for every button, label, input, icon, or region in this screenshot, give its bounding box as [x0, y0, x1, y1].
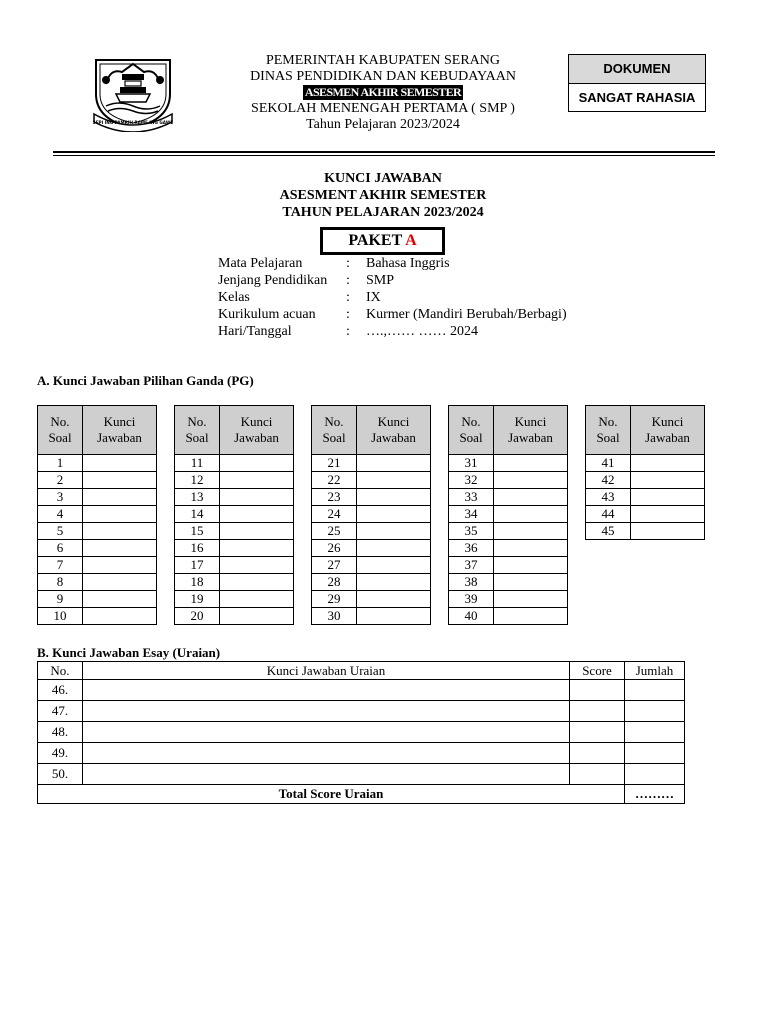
header-divider-thin	[53, 155, 715, 156]
essay-question-number: 47.	[38, 701, 83, 722]
pg-question-number: 12	[175, 472, 220, 489]
essay-jumlah-cell	[625, 680, 685, 701]
pg-question-number: 27	[312, 557, 357, 574]
pg-question-number: 37	[449, 557, 494, 574]
essay-jumlah-cell	[625, 743, 685, 764]
info-label: Mata Pelajaran	[218, 256, 303, 271]
pg-answer-cell	[220, 455, 294, 472]
pg-row	[38, 591, 157, 608]
pg-table-1	[37, 405, 157, 625]
pg-answer-cell	[220, 540, 294, 557]
pg-question-number: 3	[38, 489, 83, 506]
pg-answer-cell	[357, 523, 431, 540]
pg-col-no-text: Soal	[48, 430, 72, 445]
pg-header-row	[449, 406, 568, 455]
pg-row	[175, 591, 294, 608]
pg-col-no	[175, 406, 220, 455]
pg-question-number: 15	[175, 523, 220, 540]
pg-answer-cell	[83, 506, 157, 523]
pg-question-number: 10	[38, 608, 83, 625]
pg-question-number: 20	[175, 608, 220, 625]
pg-col-kunci	[631, 406, 705, 455]
pg-col-no-text: No.	[324, 414, 344, 429]
pg-answer-cell	[220, 472, 294, 489]
pg-answer-cell	[83, 455, 157, 472]
pg-row	[312, 591, 431, 608]
pg-header-row	[38, 406, 157, 455]
pg-row	[38, 489, 157, 506]
pg-answer-cell	[220, 591, 294, 608]
pg-row	[175, 506, 294, 523]
pg-col-no-text: Soal	[322, 430, 346, 445]
pg-answer-cell	[494, 574, 568, 591]
pg-question-number: 17	[175, 557, 220, 574]
info-sep: :	[346, 273, 350, 288]
info-label: Hari/Tanggal	[218, 324, 292, 339]
pg-row	[175, 574, 294, 591]
document-classification-box	[568, 54, 706, 112]
pg-col-kunci	[220, 406, 294, 455]
essay-total-row	[38, 785, 685, 804]
pg-question-number: 4	[38, 506, 83, 523]
pg-answer-cell	[357, 506, 431, 523]
pg-col-no-text: Soal	[596, 430, 620, 445]
pg-question-number: 41	[586, 455, 631, 472]
pg-col-no-text: Soal	[185, 430, 209, 445]
pg-row	[175, 540, 294, 557]
pg-answer-cell	[631, 455, 705, 472]
pg-answer-cell	[494, 523, 568, 540]
info-value: Kurmer (Mandiri Berubah/Berbagi)	[366, 307, 567, 322]
pg-answer-cell	[631, 489, 705, 506]
pg-question-number: 23	[312, 489, 357, 506]
pg-row	[312, 472, 431, 489]
pg-question-number: 19	[175, 591, 220, 608]
pg-row	[38, 557, 157, 574]
pg-answer-cell	[494, 591, 568, 608]
pg-col-kunci	[357, 406, 431, 455]
pg-row	[449, 506, 568, 523]
pg-row	[312, 557, 431, 574]
essay-answer-cell	[83, 764, 570, 785]
pg-answer-cell	[494, 608, 568, 625]
pg-question-number: 36	[449, 540, 494, 557]
essay-key-table	[37, 661, 685, 804]
pg-row	[449, 557, 568, 574]
pg-question-number: 7	[38, 557, 83, 574]
pg-header-row	[175, 406, 294, 455]
pg-row	[586, 506, 705, 523]
pg-row	[38, 455, 157, 472]
pg-row	[312, 540, 431, 557]
pg-question-number: 6	[38, 540, 83, 557]
pg-question-number: 31	[449, 455, 494, 472]
pg-row	[175, 489, 294, 506]
header-government: PEMERINTAH KABUPATEN SERANG	[265, 53, 501, 68]
section-b-title: B. Kunci Jawaban Esay (Uraian)	[37, 645, 221, 660]
pg-row	[38, 608, 157, 625]
essay-question-number: 49.	[38, 743, 83, 764]
pg-row	[312, 523, 431, 540]
pg-col-no-text: No.	[461, 414, 481, 429]
pg-col-kunci-text: Kunci	[651, 414, 684, 429]
pg-question-number: 33	[449, 489, 494, 506]
essay-score-cell	[570, 680, 625, 701]
pg-row	[38, 523, 157, 540]
pg-question-number: 11	[175, 455, 220, 472]
pg-table-3	[311, 405, 431, 625]
info-value: SMP	[366, 273, 395, 288]
pg-question-number: 39	[449, 591, 494, 608]
pg-col-no	[586, 406, 631, 455]
pg-row	[586, 489, 705, 506]
pg-answer-cell	[83, 591, 157, 608]
pg-col-no	[312, 406, 357, 455]
pg-answer-cell	[357, 591, 431, 608]
pg-question-number: 13	[175, 489, 220, 506]
pg-answer-cell	[357, 557, 431, 574]
title-year: TAHUN PELAJARAN 2023/2024	[282, 205, 484, 220]
pg-question-number: 44	[586, 506, 631, 523]
paket-label: PAKET	[348, 232, 402, 249]
pg-question-number: 2	[38, 472, 83, 489]
pg-answer-cell	[83, 574, 157, 591]
pg-answer-cell	[83, 523, 157, 540]
pg-row	[449, 455, 568, 472]
paket-code: A	[405, 232, 417, 249]
info-sep: :	[346, 256, 350, 271]
essay-row	[38, 722, 685, 743]
essay-col-no: No.	[38, 662, 83, 680]
pg-col-kunci-text: Jawaban	[97, 430, 142, 445]
pg-col-no	[38, 406, 83, 455]
essay-score-cell	[570, 701, 625, 722]
pg-col-kunci-text: Jawaban	[645, 430, 690, 445]
pg-col-kunci-text: Kunci	[514, 414, 547, 429]
pg-question-number: 9	[38, 591, 83, 608]
info-value: Bahasa Inggris	[366, 256, 450, 271]
pg-question-number: 40	[449, 608, 494, 625]
pg-row	[312, 455, 431, 472]
essay-row	[38, 764, 685, 785]
pg-row	[586, 455, 705, 472]
header-exam-label: ASESMEN AKHIR SEMESTER	[304, 85, 462, 99]
paket-box	[320, 227, 445, 255]
pg-question-number: 8	[38, 574, 83, 591]
pg-answer-cell	[631, 506, 705, 523]
essay-answer-cell	[83, 743, 570, 764]
info-value: ….,…… …… 2024	[366, 324, 478, 339]
essay-question-number: 50.	[38, 764, 83, 785]
pg-question-number: 16	[175, 540, 220, 557]
pg-row	[175, 455, 294, 472]
pg-row	[449, 574, 568, 591]
pg-answer-cell	[83, 472, 157, 489]
pg-row	[38, 506, 157, 523]
essay-score-cell	[570, 764, 625, 785]
info-sep: :	[346, 290, 350, 305]
pg-col-no	[449, 406, 494, 455]
pg-answer-cell	[357, 574, 431, 591]
pg-col-kunci	[494, 406, 568, 455]
pg-col-no-text: No.	[187, 414, 207, 429]
pg-col-no-text: No.	[598, 414, 618, 429]
pg-answer-cell	[220, 557, 294, 574]
pg-question-number: 18	[175, 574, 220, 591]
pg-answer-cell	[83, 557, 157, 574]
pg-row	[38, 574, 157, 591]
essay-row	[38, 701, 685, 722]
essay-jumlah-cell	[625, 722, 685, 743]
info-sep: :	[346, 307, 350, 322]
header-school: SEKOLAH MENENGAH PERTAMA ( SMP )	[251, 101, 515, 116]
pg-col-kunci-text: Kunci	[377, 414, 410, 429]
pg-answer-cell	[631, 523, 705, 540]
pg-answer-cell	[494, 506, 568, 523]
pg-table-5	[585, 405, 705, 540]
info-label: Kurikulum acuan	[218, 307, 316, 322]
header-year: Tahun Pelajaran 2023/2024	[306, 117, 460, 132]
pg-question-number: 24	[312, 506, 357, 523]
pg-row	[449, 523, 568, 540]
pg-answer-cell	[357, 489, 431, 506]
essay-col-jumlah: Jumlah	[625, 662, 685, 680]
pg-answer-cell	[357, 540, 431, 557]
pg-col-kunci-text: Jawaban	[371, 430, 416, 445]
title-answer-key: KUNCI JAWABAN	[324, 171, 442, 186]
pg-col-no-text: Soal	[459, 430, 483, 445]
pg-question-number: 45	[586, 523, 631, 540]
pg-answer-cell	[220, 574, 294, 591]
pg-answer-cell	[83, 608, 157, 625]
header-divider-thick	[53, 151, 715, 153]
pg-answer-cell	[220, 608, 294, 625]
info-label: Jenjang Pendidikan	[218, 273, 328, 288]
pg-answer-cell	[220, 489, 294, 506]
pg-question-number: 1	[38, 455, 83, 472]
pg-row	[586, 523, 705, 540]
pg-answer-cell	[357, 472, 431, 489]
pg-row	[38, 540, 157, 557]
info-value: IX	[366, 290, 381, 305]
pg-question-number: 28	[312, 574, 357, 591]
pg-row	[175, 557, 294, 574]
pg-question-number: 21	[312, 455, 357, 472]
pg-question-number: 32	[449, 472, 494, 489]
pg-col-kunci	[83, 406, 157, 455]
pg-answer-cell	[494, 540, 568, 557]
pg-question-number: 22	[312, 472, 357, 489]
pg-question-number: 34	[449, 506, 494, 523]
essay-body	[38, 680, 685, 785]
pg-row	[175, 608, 294, 625]
pg-answer-cell	[494, 489, 568, 506]
pg-question-number: 30	[312, 608, 357, 625]
pg-answer-cell	[494, 455, 568, 472]
pg-question-number: 5	[38, 523, 83, 540]
pg-row	[312, 506, 431, 523]
pg-header-row	[586, 406, 705, 455]
logo-motto: SEPI ING PAMRIH RAME ING GAWE	[92, 120, 174, 125]
essay-row	[38, 743, 685, 764]
essay-question-number: 46.	[38, 680, 83, 701]
total-score-label: Total Score Uraian	[38, 785, 625, 804]
info-label: Kelas	[218, 290, 250, 305]
essay-answer-cell	[83, 701, 570, 722]
pg-question-number: 25	[312, 523, 357, 540]
pg-col-kunci-text: Jawaban	[508, 430, 553, 445]
header-department: DINAS PENDIDIKAN DAN KEBUDAYAAN	[250, 69, 516, 84]
essay-jumlah-cell	[625, 764, 685, 785]
confidential-label: SANGAT RAHASIA	[578, 90, 696, 105]
pg-question-number: 43	[586, 489, 631, 506]
section-a-title: A. Kunci Jawaban Pilihan Ganda (PG)	[37, 373, 254, 388]
pg-question-number: 29	[312, 591, 357, 608]
pg-col-kunci-text: Kunci	[240, 414, 273, 429]
pg-row	[449, 472, 568, 489]
pg-row	[586, 472, 705, 489]
essay-header-row	[38, 662, 685, 680]
pg-row	[449, 608, 568, 625]
pg-answer-cell	[494, 557, 568, 574]
pg-row	[449, 489, 568, 506]
essay-answer-cell	[83, 722, 570, 743]
pg-question-number: 26	[312, 540, 357, 557]
pg-answer-cell	[631, 472, 705, 489]
pg-row	[175, 472, 294, 489]
essay-answer-cell	[83, 680, 570, 701]
info-sep: :	[346, 324, 350, 339]
pg-row	[312, 608, 431, 625]
pg-answer-cell	[83, 489, 157, 506]
pg-answer-cell	[357, 608, 431, 625]
essay-col-kunci: Kunci Jawaban Uraian	[83, 662, 570, 680]
pg-row	[38, 472, 157, 489]
pg-question-number: 35	[449, 523, 494, 540]
essay-row	[38, 680, 685, 701]
total-score-value: ………	[625, 785, 685, 804]
pg-answer-cell	[83, 540, 157, 557]
pg-row	[449, 591, 568, 608]
pg-question-number: 38	[449, 574, 494, 591]
pg-col-kunci-text: Kunci	[103, 414, 136, 429]
essay-question-number: 48.	[38, 722, 83, 743]
pg-question-number: 14	[175, 506, 220, 523]
regency-emblem-icon	[92, 54, 174, 132]
pg-question-number: 42	[586, 472, 631, 489]
pg-row	[449, 540, 568, 557]
pg-table-4	[448, 405, 568, 625]
pg-answer-cell	[220, 523, 294, 540]
pg-col-no-text: No.	[50, 414, 70, 429]
essay-score-cell	[570, 743, 625, 764]
pg-row	[312, 489, 431, 506]
pg-answer-cell	[357, 455, 431, 472]
essay-jumlah-cell	[625, 701, 685, 722]
pg-col-kunci-text: Jawaban	[234, 430, 279, 445]
pg-table-2	[174, 405, 294, 625]
document-label: DOKUMEN	[569, 55, 705, 84]
pg-answer-cell	[220, 506, 294, 523]
header-exam-banner	[200, 85, 566, 101]
pg-answer-cell	[494, 472, 568, 489]
pg-row	[175, 523, 294, 540]
essay-col-score: Score	[570, 662, 625, 680]
title-assessment: ASESMENT AKHIR SEMESTER	[279, 188, 487, 203]
essay-score-cell	[570, 722, 625, 743]
pg-row	[312, 574, 431, 591]
pg-header-row	[312, 406, 431, 455]
